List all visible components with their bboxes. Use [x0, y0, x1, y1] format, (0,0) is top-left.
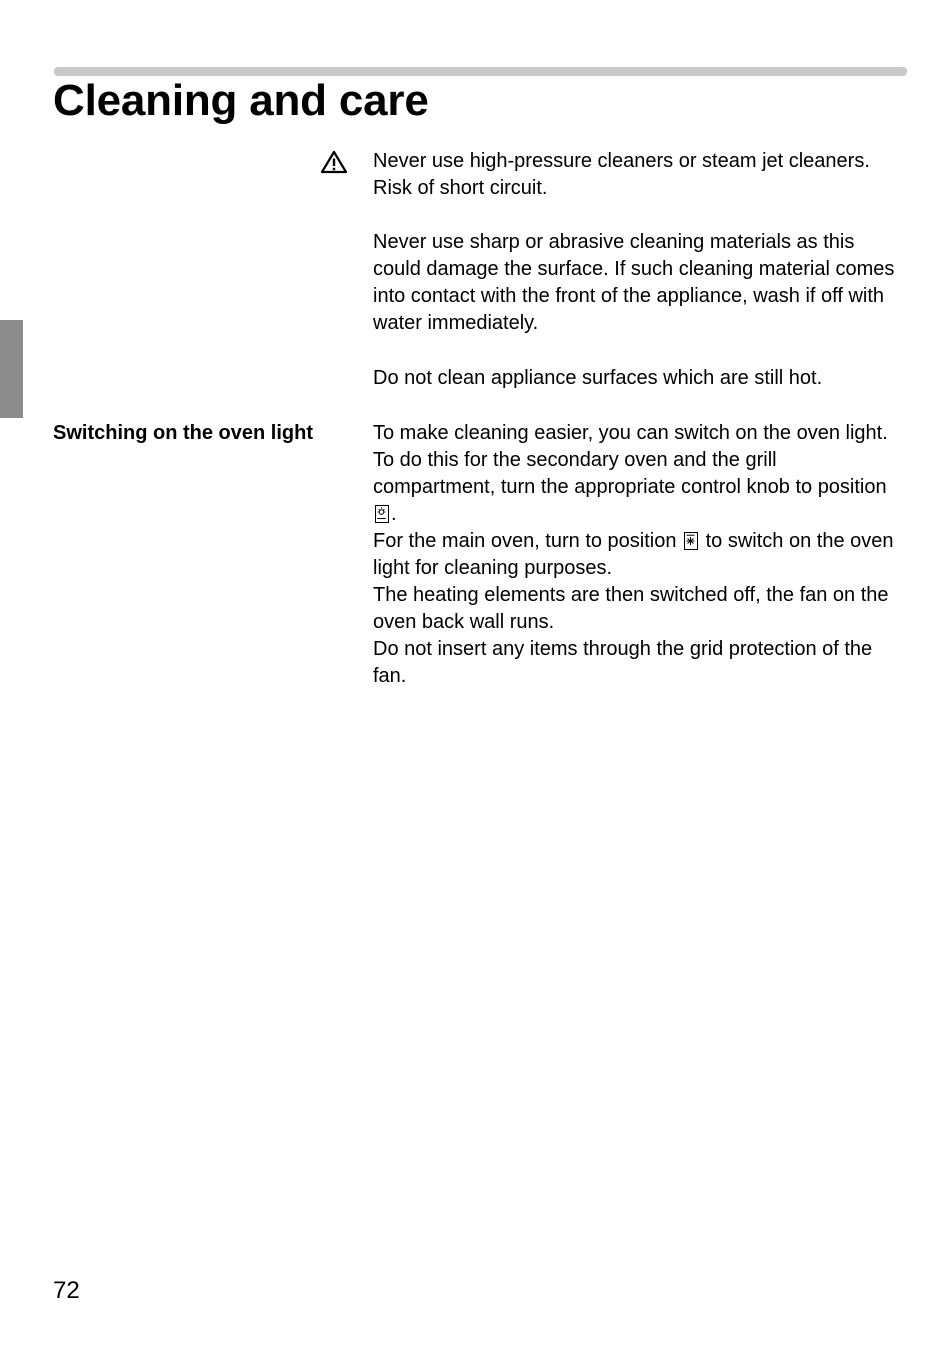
oven-light-secondary-text: To do this for the secondary oven and the grill compartment, turn the appropriate control knob to position [373, 449, 887, 498]
page-title: Cleaning and care [53, 76, 429, 125]
warning-block-abrasive [373, 229, 903, 337]
oven-light-symbol-icon [375, 505, 389, 523]
oven-light-instructions [373, 420, 903, 690]
warning-block-pressure-cleaners [373, 148, 903, 202]
warning-block-hot-surfaces [373, 365, 903, 392]
oven-light-secondary-end: . [391, 503, 397, 525]
fan-light-symbol-icon [684, 532, 698, 550]
oven-light-secondary-oven [373, 447, 903, 528]
oven-light-main-text-start: For the main oven, turn to position [373, 530, 683, 552]
warning-triangle-icon [320, 150, 348, 174]
section-heading-oven-light: Switching on the oven light [53, 422, 313, 444]
oven-light-main-oven [373, 528, 903, 582]
oven-light-fan-caution: Do not insert any items through the grid protection of the fan. [373, 638, 873, 687]
warning-text-hot-surfaces: Do not clean appliance surfaces which are still hot. [373, 367, 823, 389]
chapter-side-tab [0, 320, 23, 418]
warning-text-pressure-cleaners: Never use high-pressure cleaners or steam jet cleaners. Risk of short circuit. [373, 150, 870, 199]
oven-light-main-text-end: to switch on the oven light for cleaning purposes. [373, 530, 894, 579]
page-number: 72 [53, 1277, 80, 1304]
warning-text-abrasive: Never use sharp or abrasive cleaning materials as this could damage the surface. If such cleaning material comes into contact with the front of the appliance, wash if off with water immediately. [373, 231, 895, 334]
oven-light-intro: To make cleaning easier, you can switch on the oven light. [373, 422, 888, 444]
oven-light-heating-elements: The heating elements are then switched off, the fan on the oven back wall runs. [373, 584, 889, 633]
